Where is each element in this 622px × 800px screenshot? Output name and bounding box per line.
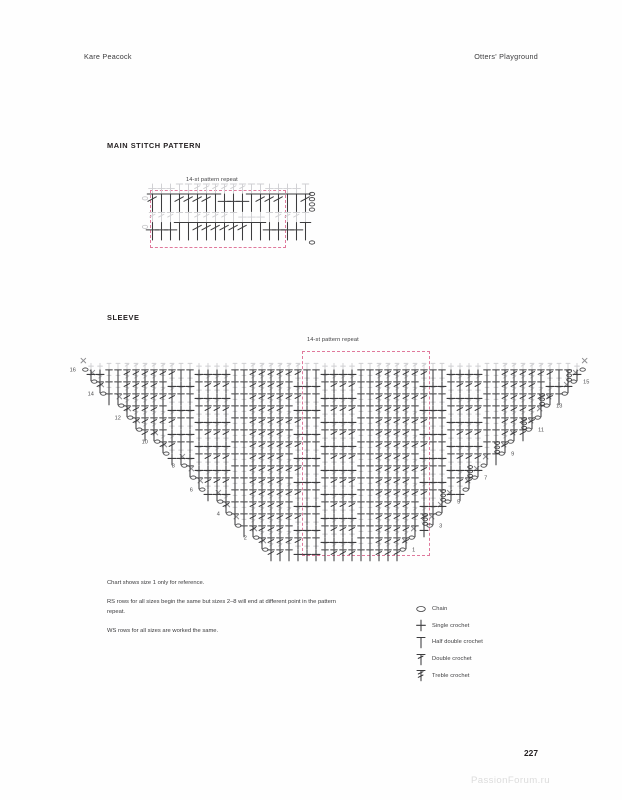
page-number: 227 [524, 748, 538, 758]
stitch-chart-main [138, 180, 318, 260]
svg-text:10: 10 [141, 439, 148, 446]
svg-text:9: 9 [511, 451, 515, 458]
half-double-crochet-symbol-icon [410, 636, 432, 649]
svg-text:8: 8 [171, 463, 175, 470]
legend-label: Half double crochet [432, 639, 483, 646]
svg-text:7: 7 [484, 475, 488, 482]
stitch-chart-sleeve [69, 352, 590, 567]
double-crochet-symbol-icon [410, 653, 432, 666]
repeat-label-main: 14-st pattern repeat [186, 177, 238, 183]
treble-crochet-symbol-icon [410, 669, 432, 682]
svg-text:15: 15 [583, 379, 590, 386]
svg-text:16: 16 [69, 367, 76, 374]
header-author: Kare Peacock [84, 52, 132, 61]
legend-label: Chain [432, 606, 448, 613]
svg-text:12: 12 [114, 415, 121, 422]
chart-notes [107, 578, 342, 637]
legend-item-single-crochet [410, 618, 560, 635]
note-line: RS rows for all sizes begin the same but sizes 2–8 will end at different point in the pattern repeat. [107, 599, 336, 616]
legend-label: Treble crochet [432, 672, 470, 679]
stitch-legend [410, 601, 560, 684]
note-line: Chart shows size 1 only for reference. [107, 580, 205, 586]
section-title-sleeve: SLEEVE [107, 313, 140, 322]
legend-label: Double crochet [432, 656, 472, 663]
watermark: PassionForum.ru [470, 775, 550, 786]
svg-text:4: 4 [216, 511, 220, 518]
legend-item-half-double-crochet [410, 634, 560, 651]
svg-text:2: 2 [243, 535, 247, 542]
header-title: Otters' Playground [474, 52, 538, 61]
legend-item-chain [410, 601, 560, 618]
section-title-main-stitch-pattern: MAIN STITCH PATTERN [107, 141, 201, 150]
svg-text:1: 1 [412, 547, 416, 554]
legend-item-double-crochet [410, 651, 560, 668]
legend-item-treble-crochet [410, 667, 560, 684]
svg-text:3: 3 [439, 523, 443, 530]
repeat-label-sleeve: 14-st pattern repeat [307, 337, 359, 343]
running-header [84, 52, 538, 61]
chain-symbol-icon [410, 604, 432, 614]
single-crochet-symbol-icon [410, 619, 432, 632]
legend-label: Single crochet [432, 622, 470, 629]
svg-text:6: 6 [189, 487, 193, 494]
svg-text:11: 11 [538, 427, 544, 434]
svg-text:5: 5 [457, 499, 461, 506]
note-line: WS rows for all sizes are worked the same. [107, 628, 219, 635]
svg-text:13: 13 [556, 403, 563, 410]
svg-text:14: 14 [87, 391, 94, 398]
